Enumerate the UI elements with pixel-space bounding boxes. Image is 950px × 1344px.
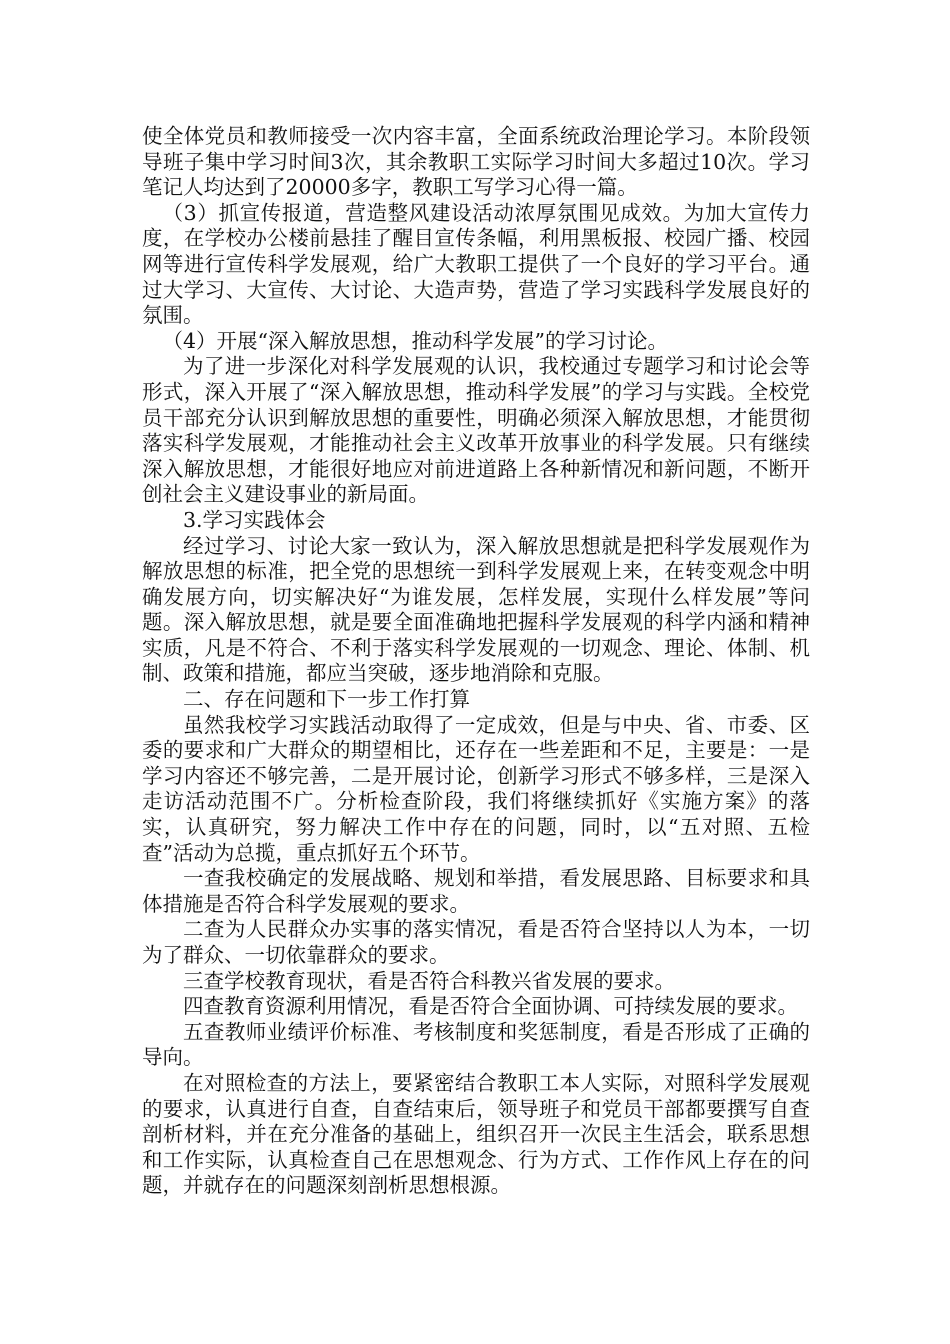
paragraph-check-two: 二查为人民群众办实事的落实情况，看是否符合坚持以人为本，一切为了群众、一切依靠群众的要求。 <box>142 917 810 967</box>
paragraph-discussion-heading: （4）开展“深入解放思想，推动科学发展”的学习讨论。 <box>162 328 669 353</box>
paragraph-problems: 虽然我校学习实践活动取得了一定成效，但是与中央、省、市委、区委的要求和广大群众的期望相比，还存在一些差距和不足，主要是：一是学习内容还不够完善，二是开展讨论，创新学习形式不够多样，三是深入走访活动范围不广。分析检查阶段，我们将继续抓好《实施方案》的落实，认真研究，努力解决工作中存在的问题，同时，以“五对照、五检查”活动为总揽，重点抓好五个环节。 <box>142 712 810 865</box>
paragraph-study-experience: 经过学习、讨论大家一致认为，深入解放思想就是把科学发展观作为解放思想的标准，把全党的思想统一到科学发展观上来，在转变观念中明确发展方向，切实解决好“为谁发展，怎样发展，实现什么样发展”等问题。深入解放思想，就是要全面准确地把握科学发展观的科学内涵和精神实质，凡是不符合、不利于落实科学发展观的一切观念、理论、体制、机制、政策和措施，都应当突破，逐步地消除和克服。 <box>142 533 810 686</box>
paragraph-check-four: 四查教育资源利用情况，看是否符合全面协调、可持续发展的要求。 <box>183 994 798 1019</box>
paragraph-check-three: 三查学校教育现状，看是否符合科教兴省发展的要求。 <box>183 968 675 993</box>
paragraph-discussion-body: 为了进一步深化对科学发展观的认识，我校通过专题学习和讨论会等形式，深入开展了“深入解放思想，推动科学发展”的学习与实践。全校党员干部充分认识到解放思想的重要性，明确必须深入解放思想，才能贯彻落实科学发展观，才能推动社会主义改革开放事业的科学发展。只有继续深入解放思想，才能很好地应对前进道路上各种新情况和新问题，不断开创社会主义建设事业的新局面。 <box>142 354 810 507</box>
paragraph-study-summary: 使全体党员和教师接受一次内容丰富，全面系统政治理论学习。本阶段领导班子集中学习时间3次，其余教职工实际学习时间大多超过10次。学习笔记人均达到了20000多字，教职工写学习心得一篇。 <box>142 124 810 200</box>
document-body <box>142 124 810 1199</box>
paragraph-check-five: 五查教师业绩评价标准、考核制度和奖惩制度，看是否形成了正确的导向。 <box>142 1019 810 1070</box>
section-heading-problems-plans: 二、存在问题和下一步工作打算 <box>183 687 470 712</box>
paragraph-publicity: （3）抓宣传报道，营造整风建设活动浓厚氛围见成效。为加大宣传力度，在学校办公楼前悬挂了醒目宣传条幅，利用黑板报、校园广播、校园网等进行宣传科学发展观，给广大教职工提供了一个良好的学习平台。通过大学习、大宣传、大讨论、大造声势，营造了学习实践科学发展良好的氛围。 <box>142 200 810 328</box>
paragraph-check-one: 一查我校确定的发展战略、规划和举措，看发展思路、目标要求和具体措施是否符合科学发展观的要求。 <box>142 866 810 916</box>
section-heading-study-experience: 3.学习实践体会 <box>183 507 326 532</box>
paragraph-self-check-method: 在对照检查的方法上，要紧密结合教职工本人实际，对照科学发展观的要求，认真进行自查，自查结束后，领导班子和党员干部都要撰写自查剖析材料，并在充分准备的基础上，组织召开一次民主生活会，联系思想和工作实际，认真检查自己在思想观念、行为方式、工作作风上存在的问题，并就存在的问题深刻剖析思想根源。 <box>142 1070 810 1198</box>
